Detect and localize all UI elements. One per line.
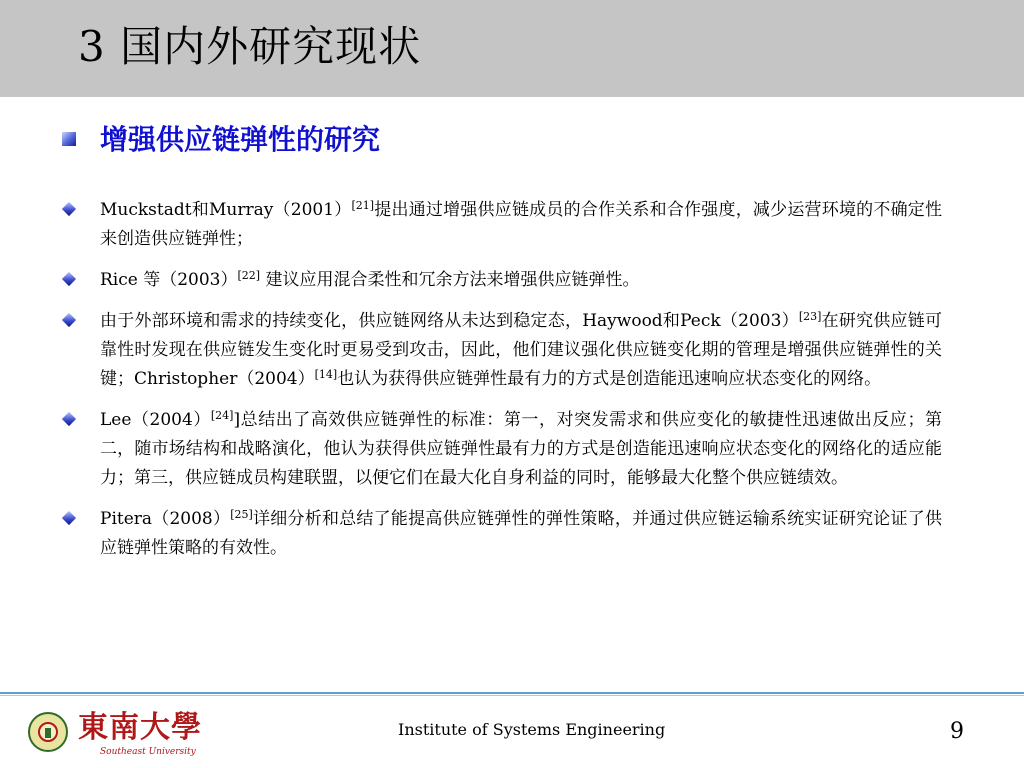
bullet-list bbox=[62, 196, 942, 575]
list-item-text bbox=[100, 307, 942, 394]
item-text-after: 也认为获得供应链弹性最有力的方式是创造能迅速响应状态变化的网络。 bbox=[337, 369, 882, 389]
item-text-before: Rice 等（2003） bbox=[100, 270, 238, 290]
diamond-bullet-icon bbox=[62, 412, 76, 426]
section-heading: 增强供应链弹性的研究 bbox=[100, 123, 381, 156]
list-item bbox=[62, 307, 942, 394]
list-item bbox=[62, 505, 942, 563]
item-text-before: 由于外部环境和需求的持续变化，供应链网络从未达到稳定态，Haywood和Peck（2003） bbox=[100, 311, 799, 331]
list-item-text bbox=[100, 406, 942, 493]
citation-ref: [24] bbox=[210, 409, 234, 422]
university-name-cn: 東南大學 bbox=[78, 710, 202, 745]
diamond-bullet-icon bbox=[62, 511, 76, 525]
item-text-before: Pitera（2008） bbox=[100, 509, 231, 529]
item-text-middle: 在研究供应链可靠性时发现在供应链发生变化时更易受到攻击，因此，他们建议强化供应链变化期的管理是增强供应链弹性的关键；Christopher（2004） bbox=[100, 311, 942, 389]
footer-divider-thin bbox=[0, 695, 1024, 696]
list-item bbox=[62, 406, 942, 493]
diamond-bullet-icon bbox=[62, 272, 76, 286]
item-text-before: Lee（2004） bbox=[100, 410, 211, 430]
citation-ref: [14] bbox=[314, 368, 338, 381]
item-text-after: 建议应用混合柔性和冗余方法来增强供应链弹性。 bbox=[260, 270, 640, 290]
citation-ref: [25] bbox=[230, 508, 253, 521]
diamond-bullet-icon bbox=[62, 313, 76, 327]
list-item-text bbox=[100, 505, 942, 563]
list-item bbox=[62, 196, 942, 254]
item-text-after: 提出通过增强供应链成员的合作关系和合作强度，减少运营环境的不确定性来创造供应链弹性； bbox=[100, 200, 943, 249]
citation-ref: [21] bbox=[351, 199, 375, 212]
item-text-before: Muckstadt和Murray（2001） bbox=[100, 200, 352, 220]
university-name-en: Southeast University bbox=[100, 747, 196, 757]
diamond-bullet-icon bbox=[62, 202, 76, 216]
citation-ref: [22] bbox=[237, 269, 261, 282]
list-item-text bbox=[100, 266, 942, 295]
item-text-after: ]总结出了高效供应链弹性的标准：第一，对突发需求和供应变化的敏捷性迅速做出反应；第二，随市场结构和战略演化，他认为获得供应链弹性最有力的方式是创造能迅速响应状态变化的网络化的适应能力；第三，供应链成员构建联盟，以便它们在最大化自身利益的同时，能够最大化整个供应链绩效。 bbox=[100, 410, 942, 488]
university-logo bbox=[26, 708, 206, 760]
list-item-text bbox=[100, 196, 942, 254]
slide-title: 3 国内外研究现状 bbox=[78, 22, 422, 71]
footer-institute: Institute of Systems Engineering bbox=[398, 720, 666, 739]
square-bullet-icon bbox=[62, 132, 76, 146]
title-bar bbox=[0, 0, 1024, 97]
university-emblem-icon bbox=[28, 712, 68, 752]
page-number: 9 bbox=[950, 719, 964, 744]
list-item bbox=[62, 266, 942, 295]
footer-divider bbox=[0, 692, 1024, 694]
citation-ref: [23] bbox=[798, 310, 822, 323]
item-text-after: 详细分析和总结了能提高供应链弹性的弹性策略，并通过供应链运输系统实证研究论证了供应链弹性策略的有效性。 bbox=[100, 509, 943, 558]
